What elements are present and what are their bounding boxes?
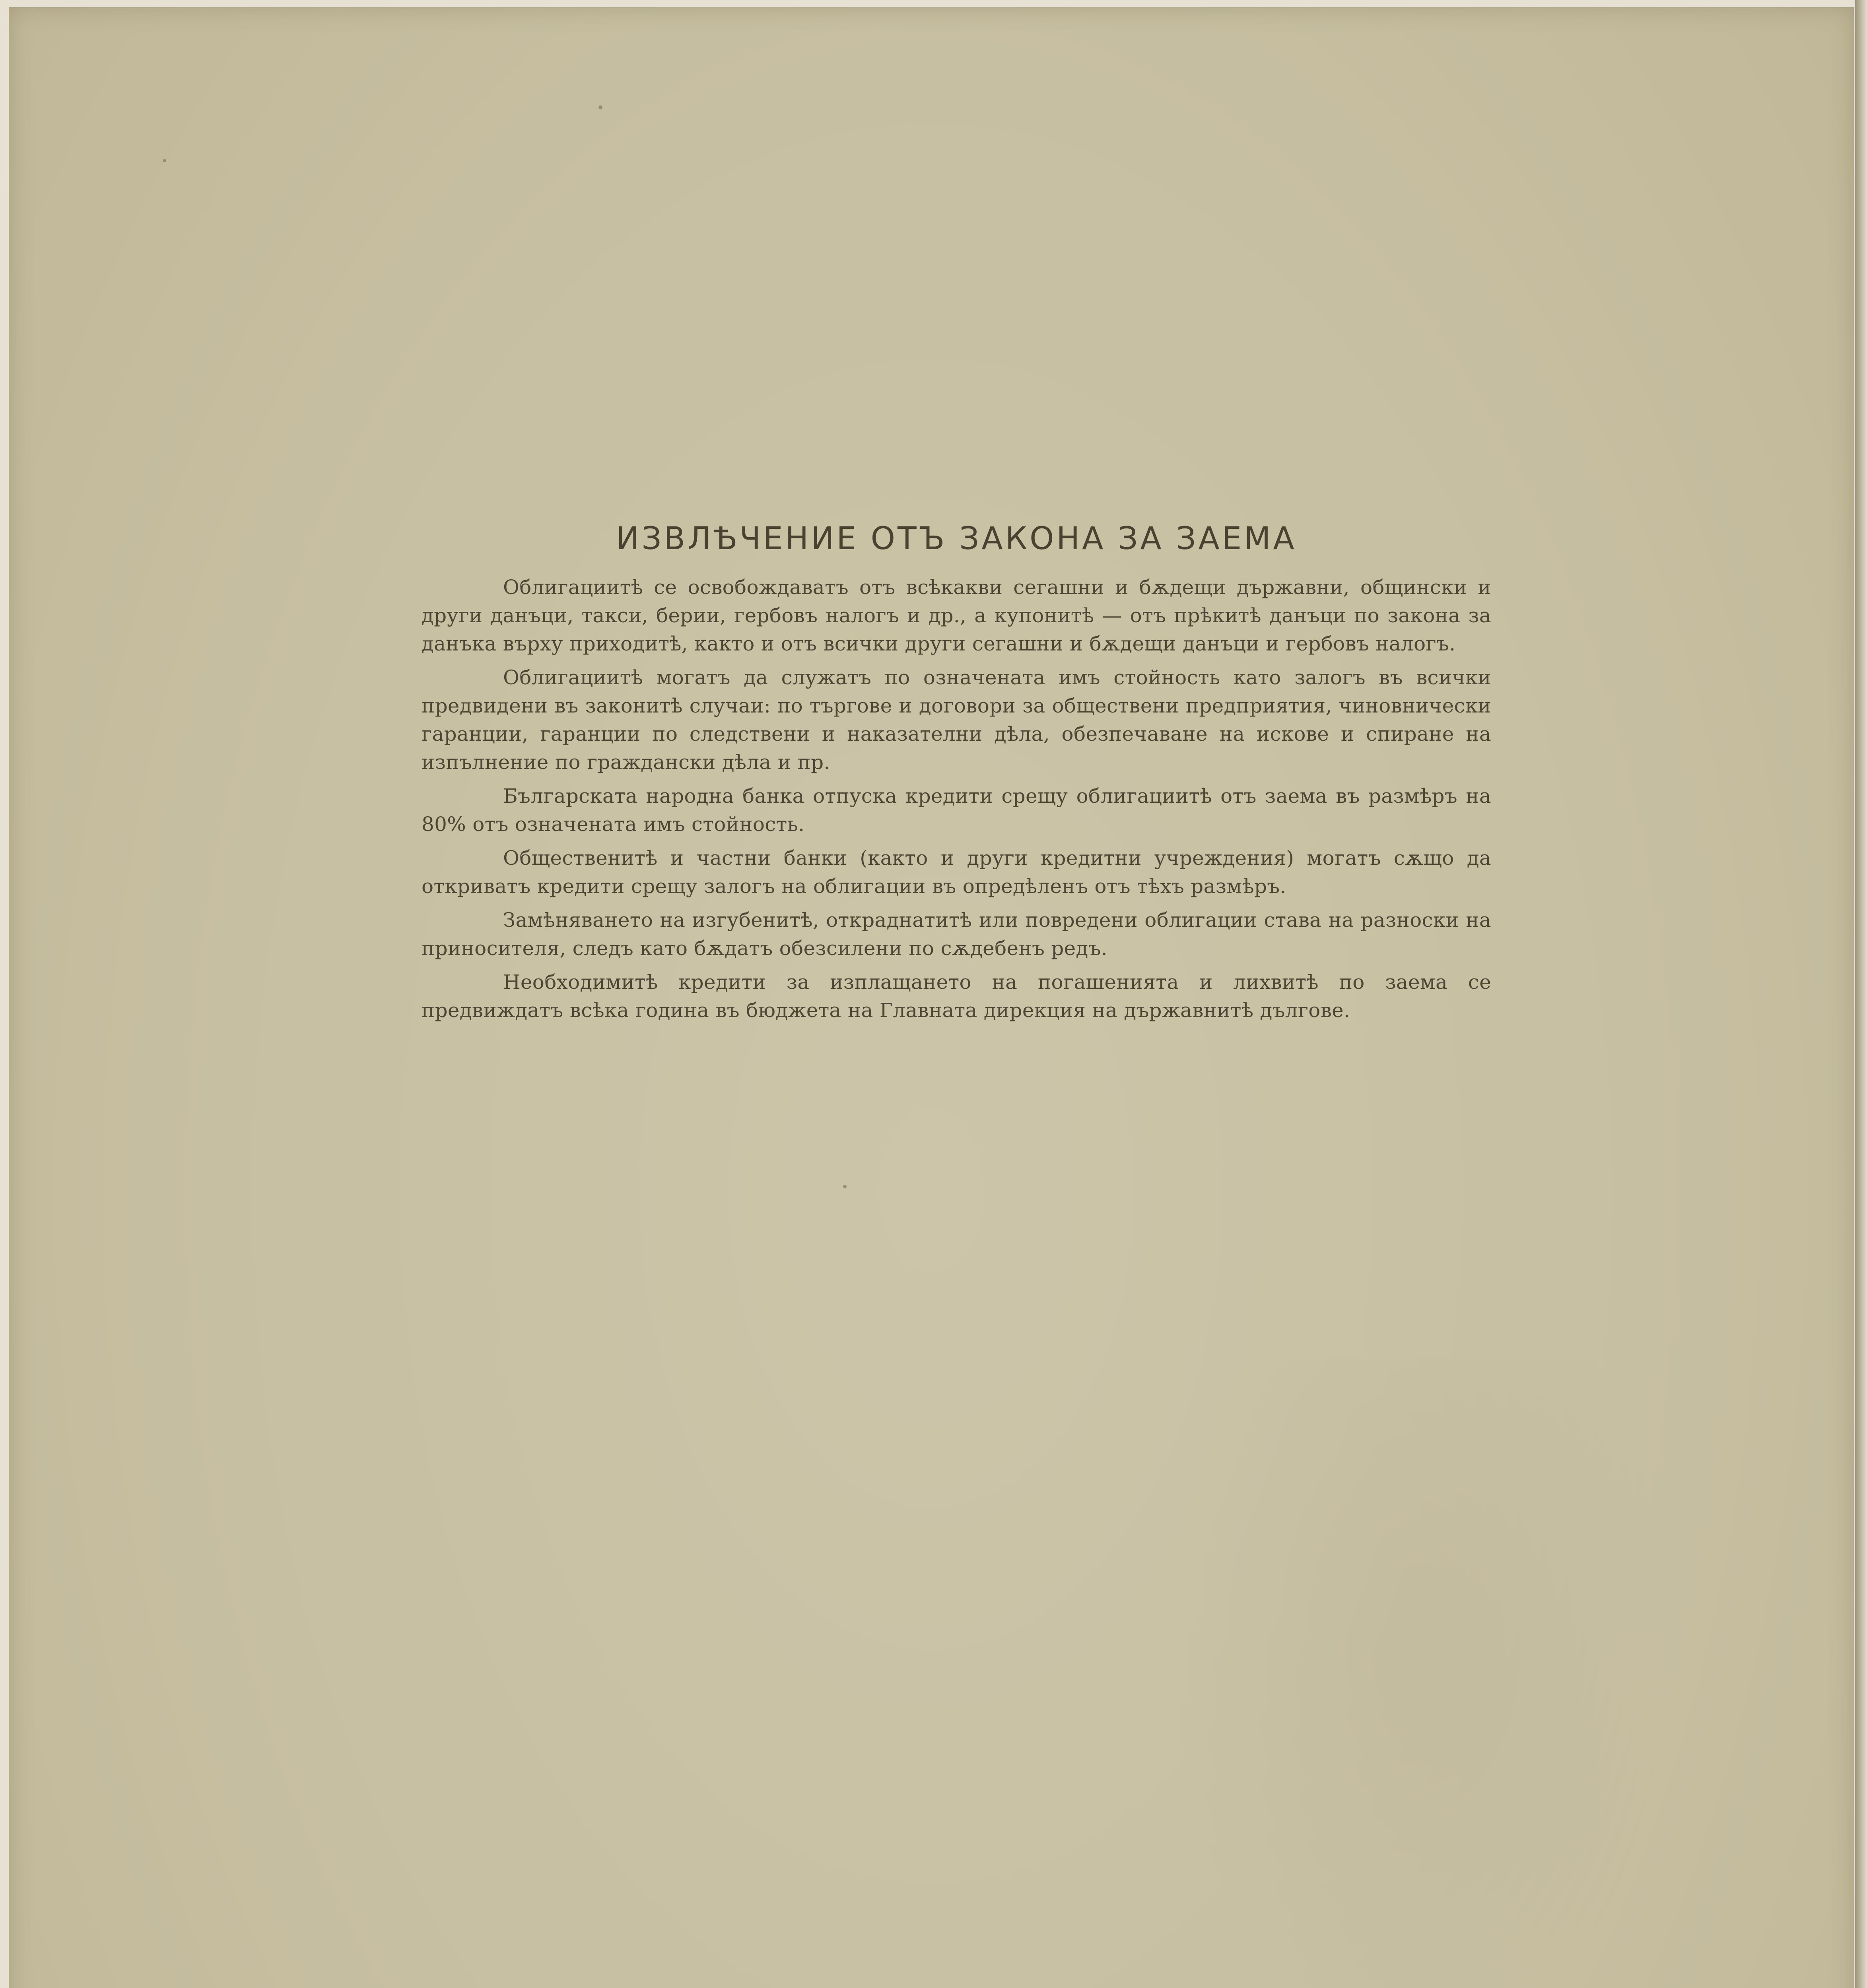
- sheet-right-edge: [1855, 0, 1867, 1988]
- paragraph-budget-credits: Необходимитѣ кредити за изплащането на погашенията и лихвитѣ по заема се предвиждатъ всѣка година въ бюджета на Главната дирекция на държавнитѣ дългове.: [422, 971, 1491, 1022]
- law-extract: [422, 521, 1491, 1030]
- show-through-print: [1162, 1359, 1679, 1988]
- paragraph-collateral-use: Облигациитѣ могатъ да служатъ по означената имъ стойность като залогъ въ всички предвидени въ законитѣ случаи: по търгове и договори за обществени предприятия, чиновнически гаранции, гаранции по следствени и наказателни дѣла, обезпечаване на искове и спиране на изпълнение по граждански дѣла и пр.: [422, 666, 1491, 774]
- paragraph-tax-exemption: Облигациитѣ се освобождаватъ отъ всѣкакви сегашни и бѫдещи държавни, общински и други данъци, такси, берии, гербовъ налогъ и др., а купонитѣ — отъ прѣкитѣ данъци по закона за данъка върху приходитѣ, както и отъ всички други сегашни и бѫдещи данъци и гербовъ налогъ.: [422, 576, 1491, 655]
- document-heading: ИЗВЛѢЧЕНИЕ ОТЪ ЗАКОНА ЗА ЗАЕМА: [616, 521, 1297, 557]
- paper-speck: [843, 1185, 847, 1188]
- paper-speck: [598, 105, 602, 109]
- paragraph-other-banks: Общественитѣ и частни банки (както и други кредитни учреждения) могатъ сѫщо да откриватъ кредити срещу залогъ на облигации въ опредѣленъ отъ тѣхъ размѣръ.: [422, 846, 1491, 898]
- paper-speck: [163, 159, 166, 162]
- paragraph-national-bank-credit: Българската народна банка отпуска кредити срещу облигациитѣ отъ заема въ размѣръ на 80% отъ означената имъ стойность.: [422, 784, 1491, 836]
- paragraph-replacement: Замѣняването на изгубенитѣ, откраднатитѣ или повредени облигации става на разноски на приносителя, следъ като бѫдатъ обезсилени по сѫдебенъ редъ.: [422, 909, 1491, 960]
